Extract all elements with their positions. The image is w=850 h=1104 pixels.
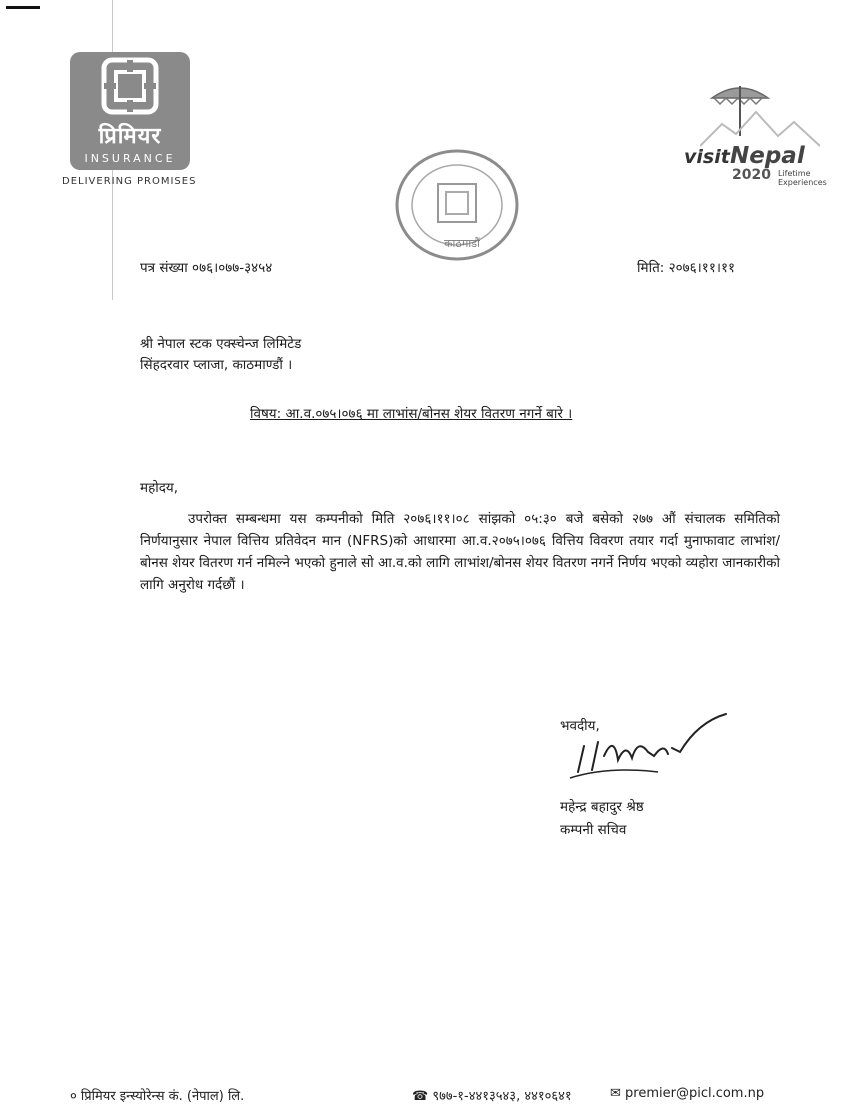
recipient-name: श्री नेपाल स्टक एक्स्चेन्ज लिमिटेड: [140, 336, 302, 352]
visit-nepal-slogan-line1: Lifetime: [778, 169, 811, 178]
footer-phone: ☎ ९७७-१-४४१३५४३, ४४१०६४१: [412, 1089, 572, 1104]
letter-body: उपरोक्त सम्बन्धमा यस कम्पनीको मिति २०७६।११।०८ सांझको ०५:३० बजे बसेको २७७ औं संचालक समितिको निर्णयानुसार नेपाल वित्तिय प्रतिवेदन मान (NFRS)को आधारमा आ.व.२०७५।०७६ वित्तिय विवरण तयार गर्दा मुनाफावाट लाभांश/बोनस शेयर वितरण गर्न नमिल्ने भएको हुनाले सो आ.व.को लागि लाभांश/बोनस शेयर वितरण नगर्ने निर्णय भएको व्यहोरा जानकारीको लागि अनुरोध गर्दछौं ।: [140, 511, 780, 593]
letter-date: मिति: २०७६।११।११: [637, 260, 735, 276]
footer-email: ✉ premier@picl.com.np: [610, 1086, 765, 1101]
handwritten-signature: [568, 712, 728, 782]
letter-subject: विषय: आ.व.०७५।०७६ मा लाभांस/बोनस शेयर वितरण नगर्ने बारे ।: [250, 406, 573, 422]
logo-name-hindi: प्रिमियर: [98, 124, 162, 149]
salutation: महोदय,: [140, 480, 179, 496]
visit-nepal-word-nepal: Nepal: [730, 143, 805, 169]
signer-name: महेन्द्र बहादुर श्रेष्ठ: [560, 799, 644, 815]
visit-nepal-word-visit: visit: [684, 146, 730, 168]
signer-title: कम्पनी सचिव: [560, 822, 627, 838]
logo-emblem-icon: [70, 52, 190, 122]
footer-company: ० प्रिमियर इन्स्योरेन्स कं. (नेपाल) लि.: [70, 1089, 245, 1104]
logo-tagline: DELIVERING PROMISES: [62, 176, 197, 187]
visit-nepal-slogan: [778, 169, 827, 187]
corner-mark: [6, 6, 40, 9]
visit-nepal-year: 2020: [732, 167, 771, 183]
reference-number: पत्र संख्या ०७६।०७७-३४५४: [140, 260, 273, 276]
closing: भवदीय,: [560, 718, 600, 734]
stamp-location-text: काठमाडौं: [444, 237, 480, 250]
visit-nepal-slogan-line2: Experiences: [778, 178, 827, 187]
recipient-address: सिंहदरवार प्लाजा, काठमाण्डौं ।: [140, 357, 293, 373]
logo-name-english: INSURANCE: [84, 152, 176, 165]
